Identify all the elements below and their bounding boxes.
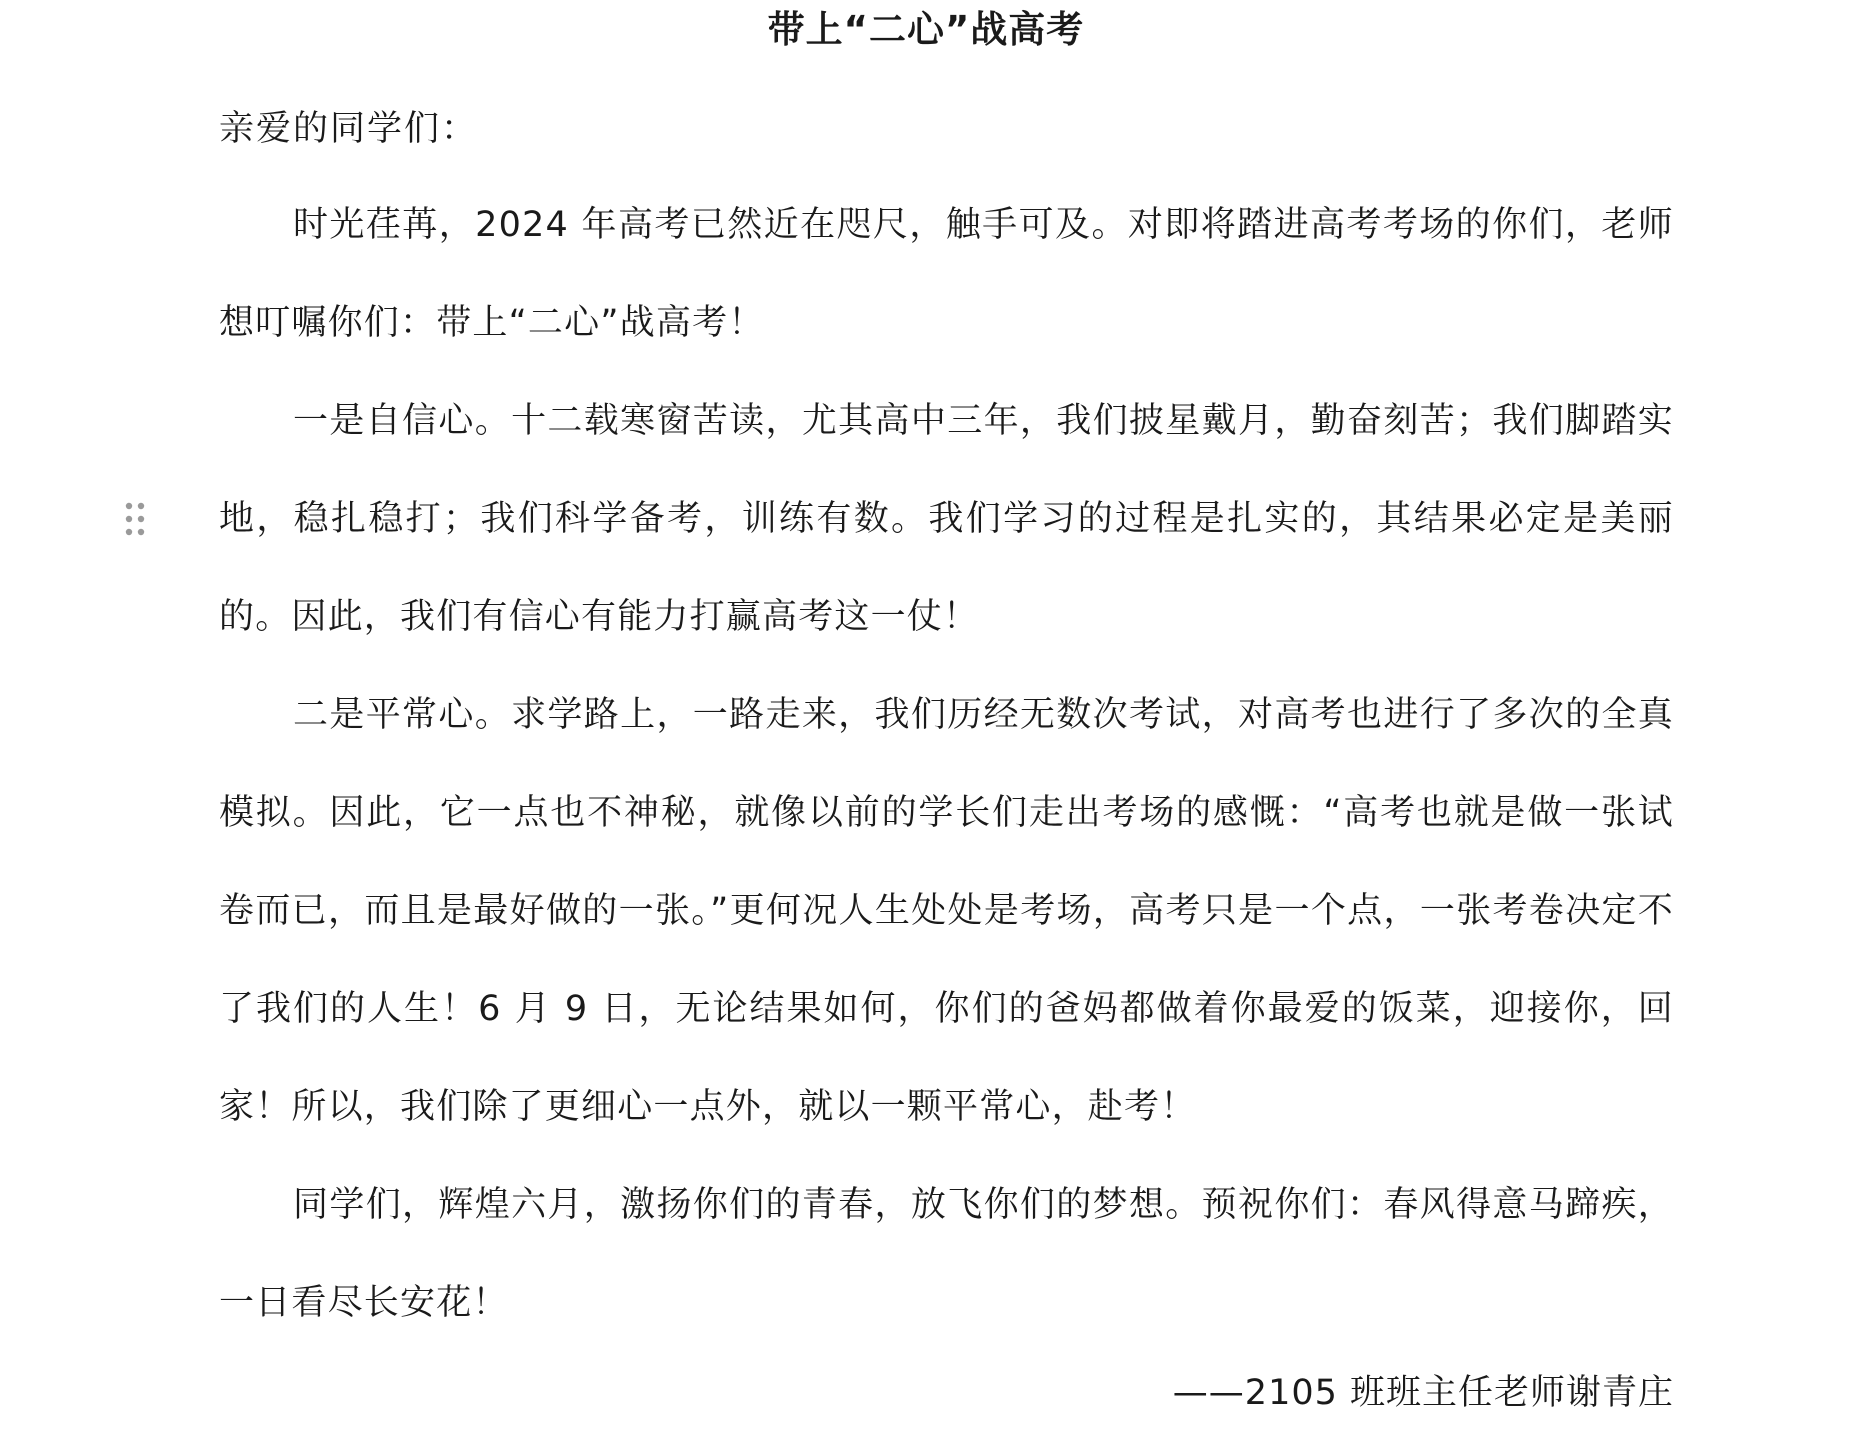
- paragraph-confidence: 一是自信心。十二载寒窗苦读，尤其高中三年，我们披星戴月，勤奋刻苦；我们脚踏实地，稳扎稳打；我们科学备考，训练有数。我们学习的过程是扎实的，其结果必定是美丽的。因此，我们有信心有能力打赢高考这一仗！: [219, 401, 1674, 637]
- document-title: 带上“二心”战高考: [767, 8, 1085, 51]
- signature: ——2105 班班主任老师谢青庄: [1172, 1373, 1674, 1413]
- salutation: 亲爱的同学们：: [219, 109, 479, 149]
- drag-handle-icon[interactable]: [124, 501, 146, 537]
- paragraph-calm-mind: 二是平常心。求学路上，一路走来，我们历经无数次考试，对高考也进行了多次的全真模拟。因此，它一点也不神秘，就像以前的学长们走出考场的感慨：“高考也就是做一张试卷而已，而且是最好做的一张。”更何况人生处处是考场，高考只是一个点，一张考卷决定不了我们的人生！6 月 9 日，无论结果如何，你们的爸妈都做着你最爱的饭菜，迎接你，回家！所以，我们除了更细心一点外，就以一颗平常心，赴考！: [219, 695, 1674, 1127]
- paragraph-closing: 同学们，辉煌六月，激扬你们的青春，放飞你们的梦想。预祝你们：春风得意马蹄疾，一日看尽长安花！: [219, 1185, 1674, 1323]
- paragraph-intro: 时光荏苒，2024 年高考已然近在咫尺，触手可及。对即将踏进高考考场的你们，老师想叮嘱你们：带上“二心”战高考！: [219, 205, 1674, 343]
